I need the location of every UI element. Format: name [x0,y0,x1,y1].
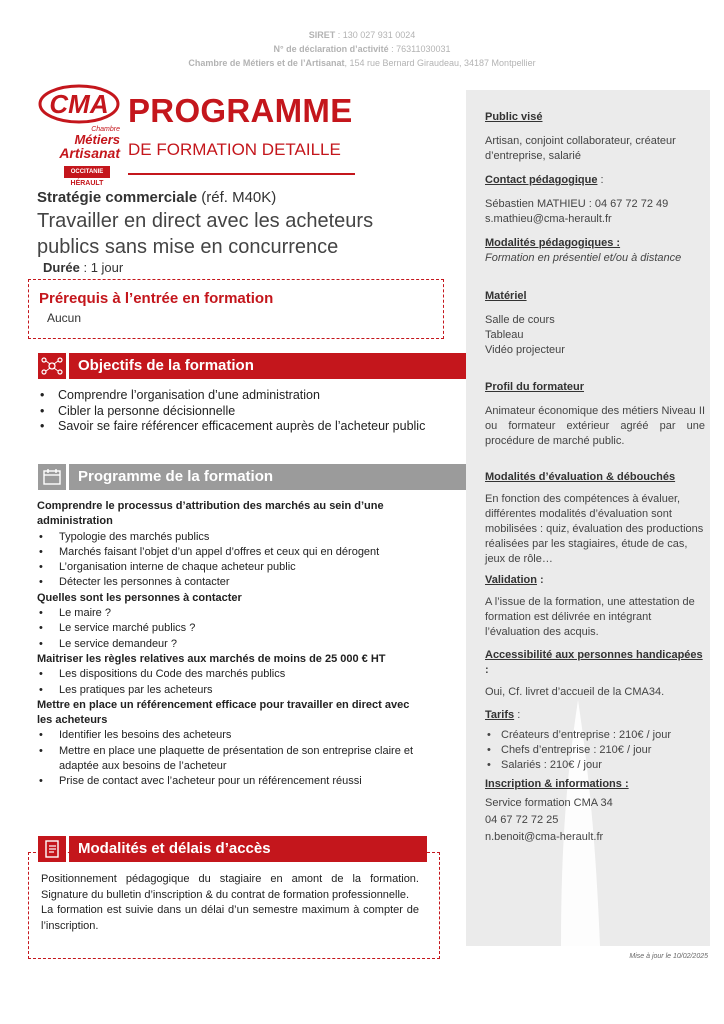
title-underline [128,173,355,175]
contact-name: Sébastien MATHIEU : 04 67 72 72 49 [485,198,669,210]
equipment-item: Tableau [485,329,524,341]
registration-heading: Inscription & informations : [485,778,629,790]
validation-value: A l’issue de la formation, une attestation de formation est délivrée en intégrant l’évaluation des acquis. [485,596,695,638]
prerequisites-box [28,279,444,339]
list-item: • Chefs d’entreprise : 210€ / jour [485,743,705,758]
logo-wordmark: Chambre Métiers Artisanat [59,126,120,161]
declaration-line: N° de déclaration d’activité : 76311030031 [273,44,451,54]
evaluation-section [485,470,705,567]
list-item: • Salariés : 210€ / jour [485,758,705,773]
programme-heading: Quelles sont les personnes à contacter [37,591,242,604]
list-item: • Identifier les besoins des acheteurs [37,728,427,743]
network-icon [38,353,66,379]
list-item: • Détecter les personnes à contacter [37,575,427,590]
trainer-heading: Profil du formateur [485,381,585,393]
equipment-item: Salle de cours [485,314,555,326]
page-subtitle: DE FORMATION DETAILLE [128,140,341,159]
evaluation-value: En fonction des compétences à évaluer, différentes modalités d’évaluation sont mobilisées : quiz, évaluation des productions réalisées par les stagiaires, étude de cas, jeux de rôle… [485,493,704,565]
cma-logo [38,84,120,192]
calendar-icon [38,464,66,490]
validation-heading: Validation [485,574,537,586]
pricing-heading: Tarifs [485,709,515,721]
programme-heading: Maitriser les règles relatives aux marchés de moins de 25 000 € HT [37,652,386,665]
accessibility-section: Accessibilité aux personnes handicapées : Oui, Cf. livret d’accueil de la CMA34. [485,648,705,700]
programme-list [37,667,427,698]
prerequisites-value: Aucun [47,311,82,325]
registration-item: Service formation CMA 34 [485,797,613,809]
registration-section [485,777,705,846]
contact-section: Contact pédagogique : Sébastien MATHIEU : 04 67 72 72 49 s.mathieu@cma-herault.fr [485,173,705,227]
equipment-section [485,289,705,358]
public-section [485,110,705,164]
objectives-list [38,388,428,435]
cma-logo-mark [38,84,120,124]
programme-list [37,606,427,652]
svg-text:CMA: CMA [49,89,109,119]
access-text [41,872,419,934]
validation-section: Validation : A l’issue de la formation, une attestation de formation est délivrée en intégrant l’évaluation des acquis. [485,573,705,640]
update-date: Mise à jour le 10/02/2025 [629,953,708,960]
pricing-list [485,728,705,773]
page-title: PROGRAMME [128,92,353,129]
course-reference: Stratégie commerciale (réf. M40K) [37,189,277,206]
programme-list [37,728,427,789]
course-duration: Durée : 1 jour [43,260,124,275]
address-line: Chambre de Métiers et de l’Artisanat, 154 rue Bernard Giraudeau, 34187 Montpellier [188,58,536,68]
siret-line: SIRET : 130 027 931 0024 [308,30,416,40]
objectives-title: Objectifs de la formation [69,353,468,379]
logo-region-tag: OCCITANIE [64,166,110,178]
list-item: • Typologie des marchés publics [37,530,427,545]
registration-item: 04 67 72 72 25 [485,814,559,826]
list-item: • Le service demandeur ? [37,637,427,652]
list-item: • Le service marché publics ? [37,621,427,636]
programme-content [37,499,427,790]
trainer-value: Animateur économique des métiers Niveau II ou formateur extérieur agréé par une procédure de marché public. [485,405,705,447]
trainer-section [485,380,705,449]
programme-title: Programme de la formation [69,464,466,490]
checklist-icon [38,836,66,862]
evaluation-heading: Modalités d’évaluation & débouchés [485,471,676,483]
list-item: • Prise de contact avec l’acheteur pour un référencement réussi [37,774,427,789]
list-item: • Comprendre l’organisation d’une administration [38,388,428,404]
equipment-item: Vidéo projecteur [485,344,565,356]
programme-heading: Comprendre le processus d’attribution des marchés au sein d’une administration [37,500,384,528]
programme-list [37,530,427,591]
list-item: • L’organisation interne de chaque acheteur public [37,560,427,575]
accessibility-heading: Accessibilité aux personnes handicapées [485,649,703,661]
contact-email: s.mathieu@cma-herault.fr [485,213,612,225]
document-header [0,28,724,70]
prerequisites-title: Prérequis à l’entrée en formation [39,290,274,307]
pedagogy-heading: Modalités pédagogiques : [485,237,621,249]
accessibility-value: Oui, Cf. livret d’accueil de la CMA34. [485,686,665,698]
pedagogy-value: Formation en présentiel et/ou à distance [485,252,682,264]
access-paragraph: Positionnement pédagogique du stagiaire en amont de la formation. Signature du bulletin d’inscription & du contrat de formation professionnelle. [41,873,419,901]
list-item: • Créateurs d’entreprise : 210€ / jour [485,728,705,743]
list-item: • Savoir se faire référencer efficacement auprès de l’acheteur public [38,419,428,435]
registration-item: n.benoit@cma-herault.fr [485,831,604,843]
public-heading: Public visé [485,111,543,123]
pedagogy-section [485,236,705,266]
course-title: Travailler en direct avec les acheteurs publics sans mise en concurrence [37,210,374,258]
public-value: Artisan, conjoint collaborateur, créateur d’entreprise, salarié [485,135,676,162]
pricing-section: Tarifs : • Créateurs d’entreprise : 210€ / jour • Chefs d’entreprise : 210€ / jour • Salariés : 210€ / jour [485,708,705,773]
list-item: • Les pratiques par les acheteurs [37,683,427,698]
list-item: • Cibler la personne décisionnelle [38,404,428,420]
logo-department: HÉRAULT [70,180,104,187]
access-title: Modalités et délais d’accès [69,836,427,862]
list-item: • Mettre en place une plaquette de présentation de son entreprise claire et adaptée aux besoins de l’acheteur [37,744,427,775]
access-paragraph: La formation est suivie dans un délai d’un semestre maximum à compter de l’inscription. [41,904,419,932]
list-item: • Le maire ? [37,606,427,621]
programme-heading: Mettre en place un référencement efficace pour travailler en direct avec les acheteurs [37,698,410,727]
equipment-heading: Matériel [485,290,527,302]
list-item: • Les dispositions du Code des marchés publics [37,667,427,682]
contact-heading: Contact pédagogique [485,174,598,186]
list-item: • Marchés faisant l’objet d’un appel d’offres et ceux qui en dérogent [37,545,427,560]
